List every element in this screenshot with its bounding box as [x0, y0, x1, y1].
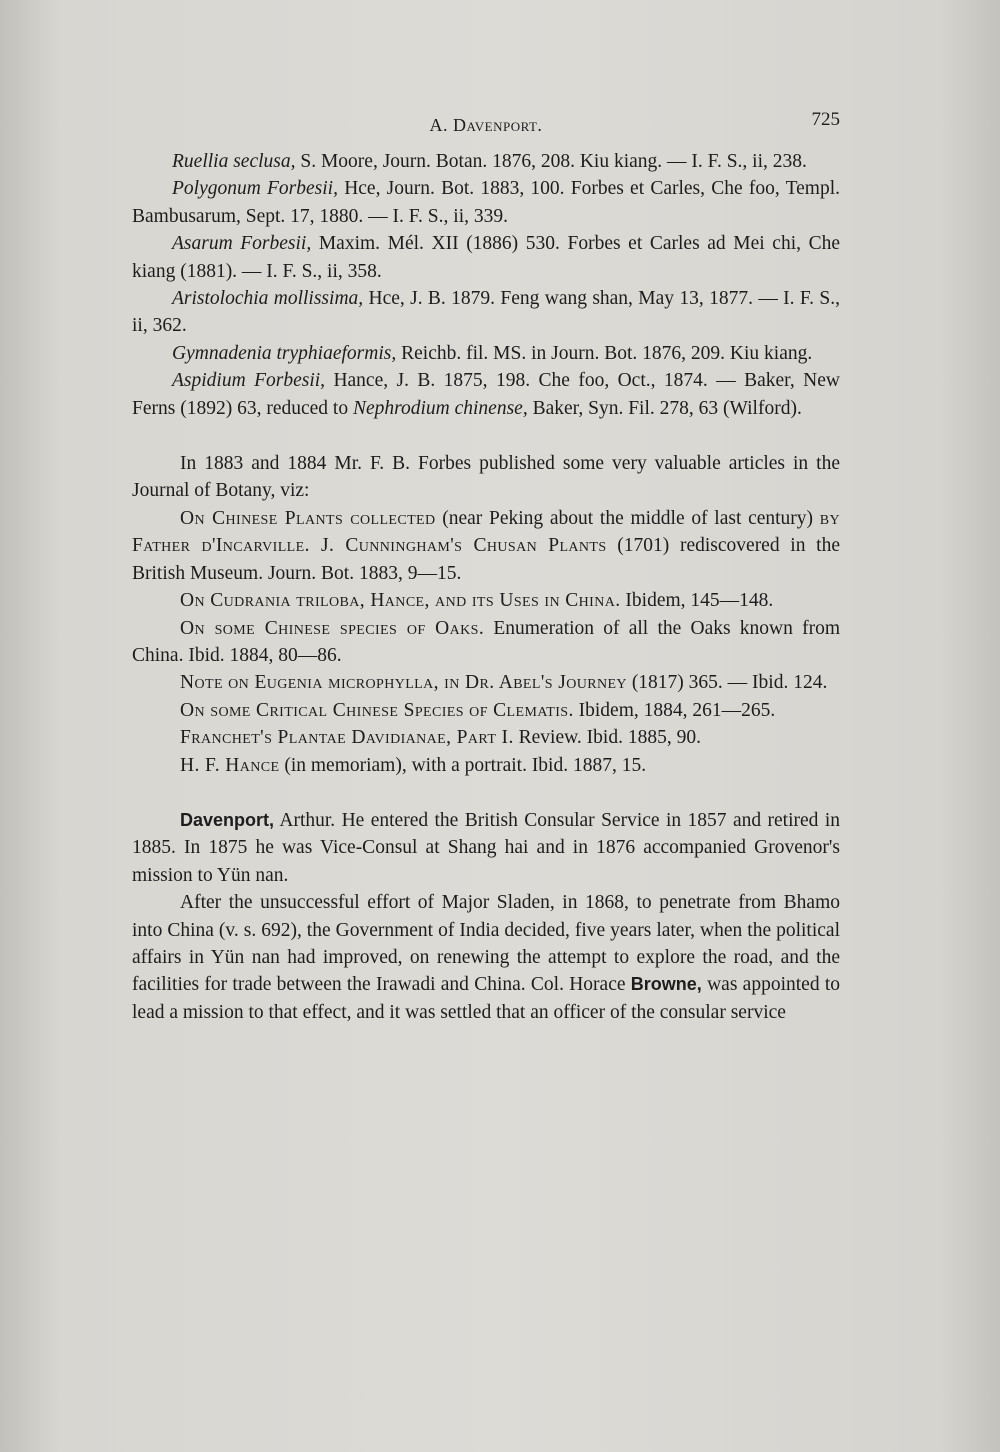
reference-entry [132, 175, 840, 230]
article-entry [132, 752, 840, 779]
article-title: On Cudrania triloba, Hance, and its Uses in China. [180, 590, 621, 612]
article-text: Enumeration of all the Oaks known from China. Ibid. 1884, 80—86. [132, 617, 840, 666]
reference-text: Maxim. Mél. XII (1886) 530. Forbes et Carles ad Mei chi, Che kiang (1881). — I. F. S., ii, 358. [132, 233, 841, 282]
biography-name: Davenport, [180, 809, 275, 830]
article-text: (1817) 365. — Ibid. 124. [626, 672, 828, 694]
species-name: Nephrodium chinense, [352, 397, 528, 419]
species-name: Polygonum Forbesii, [172, 178, 338, 200]
article-title: by Father d'Incarville. J. Cunningham's Chusan Plants [132, 507, 840, 557]
article-entry [132, 669, 840, 696]
spacer [132, 422, 840, 450]
article-title: On Chinese Plants collected [180, 507, 436, 529]
species-name: Gymnadenia tryphiaeformis, [172, 342, 397, 364]
spacer [132, 779, 840, 807]
reference-entry [132, 340, 840, 367]
biography-paragraph [132, 807, 840, 889]
person-name: Browne, [630, 974, 702, 995]
reference-text: Baker, Syn. Fil. 278, 63 (Wilford). [527, 397, 802, 419]
article-title: Note on Eugenia microphylla, in Dr. Abel's Journey [180, 672, 627, 694]
article-entry [132, 505, 840, 587]
intro-paragraph: In 1883 and 1884 Mr. F. B. Forbes published some very valuable articles in the Journal of Botany, viz: [132, 453, 840, 502]
reference-entry [132, 285, 840, 340]
reference-text: Hce, J. B. 1879. Feng wang shan, May 13, 1877. — I. F. S., ii, 362. [132, 288, 840, 337]
reference-entry [132, 230, 840, 285]
article-title: On some Critical Chinese Species of Clematis. [180, 699, 574, 721]
article-entry [132, 724, 840, 751]
references-list [132, 148, 840, 422]
biography-paragraph [132, 889, 840, 1026]
running-head [132, 112, 840, 139]
article-entry [132, 615, 840, 670]
reference-entry [132, 148, 840, 175]
biography-text: was appointed to lead a mission to that effect, and it was settled that an officer of the consular service [132, 974, 840, 1023]
articles-list [132, 505, 840, 779]
article-title: On some Chinese species of Oaks. [180, 617, 485, 639]
article-entry [132, 587, 840, 614]
article-title: H. F. Hance [180, 754, 280, 776]
reference-text: Hance, J. B. 1875, 198. Che foo, Oct., 1874. — Baker, New Ferns (1892) 63, reduced to [132, 370, 840, 419]
article-title: Franchet's Plantae Davidianae, Part I. [180, 727, 514, 749]
species-name: Asarum Forbesii, [172, 233, 312, 255]
article-text: (1701) rediscovered in the British Museum. Journ. Bot. 1883, 9—15. [132, 535, 841, 584]
article-entry [132, 697, 840, 724]
species-name: Aristolochia mollissima, [172, 288, 364, 310]
biography-text: After the unsuccessful effort of Major Sladen, in 1868, to penetrate from Bhamo into China (v. s. 692), the Government of India decided, five years later, when the political affairs in Yün nan had improved, on renewing the attempt to explore the road, and the facilities for trade between the Irawadi and China. Col. Horace [132, 892, 840, 996]
article-text: (in memoriam), with a portrait. Ibid. 1887, 15. [279, 754, 647, 776]
article-text: Review. Ibid. 1885, 90. [513, 727, 701, 749]
page-content [132, 104, 840, 1026]
running-head-text: A. Davenport. [429, 115, 543, 135]
page-number: 725 [811, 109, 840, 130]
article-text: Ibidem, 145—148. [620, 590, 774, 612]
article-text: (near Peking about the middle of last century) [435, 507, 820, 529]
page-header [132, 104, 840, 148]
reference-text: Hce, Journ. Bot. 1883, 100. Forbes et Carles, Che foo, Templ. Bambusarum, Sept. 17, 1880. — I. F. S., ii, 339. [132, 178, 840, 227]
reference-entry [132, 367, 840, 422]
reference-text: S. Moore, Journ. Botan. 1876, 208. Kiu kiang. — I. F. S., ii, 238. [295, 151, 807, 172]
reference-text: Reichb. fil. MS. in Journ. Bot. 1876, 209. Kiu kiang. [396, 342, 813, 364]
species-name: Aspidium Forbesii, [172, 370, 326, 392]
species-name: Ruellia seclusa, [172, 151, 296, 172]
biography-text: Arthur. He entered the British Consular Service in 1857 and retired in 1885. In 1875 he was Vice-Consul at Shang hai and in 1876 accompanied Grovenor's mission to Yün nan. [132, 809, 840, 886]
article-text: Ibidem, 1884, 261—265. [573, 699, 776, 721]
